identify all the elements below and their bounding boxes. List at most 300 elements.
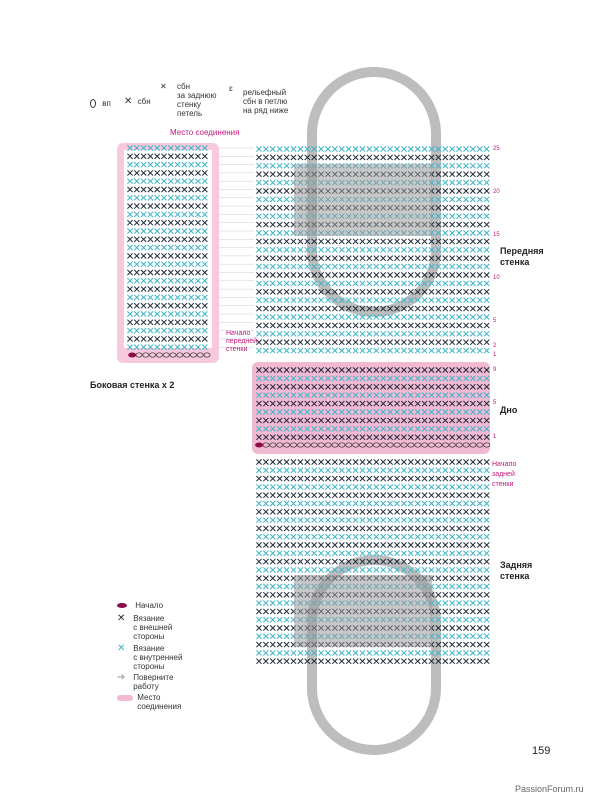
black-stitch (450, 542, 455, 547)
teal-stitch (381, 518, 386, 523)
teal-stitch (374, 331, 379, 336)
black-stitch (325, 559, 330, 564)
black-stitch (484, 323, 489, 328)
teal-stitch (484, 298, 489, 303)
black-stitch (360, 272, 365, 277)
black-stitch (394, 323, 399, 328)
black-stitch (353, 659, 358, 664)
teal-stitch (346, 534, 351, 539)
black-stitch (436, 340, 441, 345)
teal-stitch (457, 601, 462, 606)
teal-stitch (436, 518, 441, 523)
teal-stitch (256, 501, 261, 506)
black-stitch (277, 592, 282, 597)
black-stitch (339, 239, 344, 244)
black-stitch (256, 493, 261, 498)
teal-stitch (436, 314, 441, 319)
teal-stitch (388, 518, 393, 523)
teal-stitch (277, 551, 282, 556)
teal-stitch (463, 518, 468, 523)
teal-stitch (367, 331, 372, 336)
teal-stitch (305, 298, 310, 303)
black-stitch (346, 526, 351, 531)
teal-stitch (367, 551, 372, 556)
black-stitch (388, 493, 393, 498)
teal-stitch (332, 331, 337, 336)
black-stitch (319, 459, 324, 464)
black-stitch (312, 476, 317, 481)
teal-stitch (298, 468, 303, 473)
black-stitch (450, 155, 455, 160)
black-stitch (388, 526, 393, 531)
teal-stitch (484, 551, 489, 556)
black-stitch (312, 559, 317, 564)
black-stitch (436, 272, 441, 277)
back-start-label: Начало задней стенки (492, 461, 517, 488)
black-stitch (436, 323, 441, 328)
teal-stitch (484, 230, 489, 235)
teal-stitch (277, 314, 282, 319)
teal-stitch (470, 518, 475, 523)
black-stitch (284, 239, 289, 244)
black-stitch (477, 559, 482, 564)
black-stitch (443, 222, 448, 227)
black-stitch (477, 609, 482, 614)
black-stitch (422, 256, 427, 261)
teal-stitch (305, 314, 310, 319)
black-stitch (353, 256, 358, 261)
teal-stitch (422, 551, 427, 556)
teal-stitch (263, 180, 268, 185)
teal-stitch (477, 518, 482, 523)
teal-stitch (325, 314, 330, 319)
black-stitch (298, 542, 303, 547)
teal-stitch (325, 567, 330, 572)
teal-stitch (277, 214, 282, 219)
black-stitch (470, 340, 475, 345)
teal-stitch (312, 534, 317, 539)
teal-stitch (353, 518, 358, 523)
teal-stitch (319, 501, 324, 506)
black-stitch (443, 476, 448, 481)
black-stitch (436, 289, 441, 294)
teal-stitch (291, 501, 296, 506)
teal-stitch (443, 314, 448, 319)
teal-stitch (388, 567, 393, 572)
black-stitch (381, 509, 386, 514)
black-stitch (388, 323, 393, 328)
teal-stitch (360, 331, 365, 336)
black-stitch (470, 323, 475, 328)
black-stitch (284, 155, 289, 160)
black-stitch (374, 476, 379, 481)
teal-stitch (477, 501, 482, 506)
black-stitch (470, 493, 475, 498)
black-stitch (477, 509, 482, 514)
black-stitch (463, 509, 468, 514)
black-stitch (443, 272, 448, 277)
teal-stitch (484, 331, 489, 336)
black-stitch (415, 306, 420, 311)
black-stitch (270, 323, 275, 328)
teal-stitch (477, 314, 482, 319)
teal-stitch (401, 348, 406, 353)
black-stitch (284, 542, 289, 547)
teal-stitch (256, 534, 261, 539)
teal-stitch (401, 551, 406, 556)
teal-stitch (270, 484, 275, 489)
black-stitch (319, 340, 324, 345)
teal-stitch (291, 534, 296, 539)
teal-stitch (284, 163, 289, 168)
pink-bar-icon (117, 695, 133, 701)
teal-stitch (360, 247, 365, 252)
teal-stitch (277, 247, 282, 252)
teal-stitch (415, 314, 420, 319)
black-stitch (256, 625, 261, 630)
teal-stitch (332, 518, 337, 523)
teal-stitch (381, 264, 386, 269)
teal-stitch (443, 163, 448, 168)
black-stitch (484, 459, 489, 464)
teal-stitch (263, 518, 268, 523)
teal-stitch (470, 601, 475, 606)
teal-stitch (381, 551, 386, 556)
teal-stitch (277, 501, 282, 506)
teal-stitch (291, 146, 296, 151)
black-stitch (284, 625, 289, 630)
black-stitch (284, 188, 289, 193)
teal-stitch (270, 348, 275, 353)
black-stitch (443, 459, 448, 464)
black-stitch (401, 509, 406, 514)
black-stitch (401, 289, 406, 294)
teal-stitch (408, 348, 413, 353)
black-stitch (277, 526, 282, 531)
black-stitch (388, 272, 393, 277)
black-stitch (367, 340, 372, 345)
teal-stitch (298, 551, 303, 556)
black-stitch (325, 509, 330, 514)
black-stitch (263, 592, 268, 597)
black-stitch (408, 526, 413, 531)
teal-stitch (457, 314, 462, 319)
black-stitch (325, 340, 330, 345)
black-stitch (332, 459, 337, 464)
black-stitch (394, 289, 399, 294)
teal-stitch (312, 331, 317, 336)
teal-stitch (450, 214, 455, 219)
black-stitch (477, 340, 482, 345)
black-stitch (381, 526, 386, 531)
teal-stitch (463, 146, 468, 151)
teal-stitch (415, 331, 420, 336)
teal-stitch (360, 501, 365, 506)
black-stitch (477, 476, 482, 481)
teal-stitch (305, 534, 310, 539)
teal-stitch (256, 146, 261, 151)
teal-stitch (332, 281, 337, 286)
teal-stitch (457, 348, 462, 353)
black-stitch (277, 542, 282, 547)
teal-stitch (291, 468, 296, 473)
teal-stitch (263, 584, 268, 589)
black-stitch (360, 526, 365, 531)
teal-stitch (374, 264, 379, 269)
black-stitch (270, 642, 275, 647)
teal-stitch (319, 247, 324, 252)
black-stitch (457, 323, 462, 328)
black-stitch (277, 272, 282, 277)
teal-stitch (263, 468, 268, 473)
teal-stitch (457, 650, 462, 655)
teal-stitch (332, 247, 337, 252)
black-stitch (381, 239, 386, 244)
legend-sbn-label: сбн (137, 97, 151, 106)
black-stitch (291, 323, 296, 328)
black-stitch (388, 239, 393, 244)
black-stitch (374, 459, 379, 464)
black-stitch (346, 323, 351, 328)
teal-cross-icon: ✕ (117, 643, 126, 654)
black-stitch (277, 340, 282, 345)
black-stitch (470, 526, 475, 531)
teal-stitch (312, 501, 317, 506)
teal-stitch (443, 501, 448, 506)
black-stitch (415, 155, 420, 160)
black-stitch (339, 256, 344, 261)
black-stitch (457, 576, 462, 581)
black-stitch (450, 239, 455, 244)
black-stitch (374, 493, 379, 498)
teal-stitch (263, 146, 268, 151)
teal-stitch (470, 501, 475, 506)
black-stitch (401, 493, 406, 498)
teal-stitch (346, 281, 351, 286)
black-stitch (332, 526, 337, 531)
teal-stitch (346, 551, 351, 556)
teal-stitch (450, 468, 455, 473)
teal-stitch (477, 180, 482, 185)
black-stitch (381, 476, 386, 481)
legend-outer-item: ✕ Вязание с внешней стороны (117, 613, 173, 641)
teal-stitch (450, 163, 455, 168)
teal-stitch (394, 518, 399, 523)
black-stitch (339, 509, 344, 514)
teal-stitch (270, 501, 275, 506)
teal-stitch (484, 146, 489, 151)
teal-stitch (394, 314, 399, 319)
black-stitch (346, 659, 351, 664)
teal-stitch (477, 264, 482, 269)
black-stitch (367, 256, 372, 261)
black-stitch (415, 476, 420, 481)
black-stitch (277, 239, 282, 244)
black-stitch (256, 576, 261, 581)
black-stitch (457, 642, 462, 647)
teal-stitch (277, 617, 282, 622)
teal-stitch (463, 634, 468, 639)
black-stitch (305, 459, 310, 464)
black-stitch (339, 459, 344, 464)
teal-stitch (263, 264, 268, 269)
teal-stitch (484, 180, 489, 185)
teal-stitch (360, 468, 365, 473)
teal-stitch (401, 518, 406, 523)
black-stitch (429, 476, 434, 481)
teal-stitch (394, 146, 399, 151)
black-stitch (429, 559, 434, 564)
black-stitch (484, 172, 489, 177)
black-stitch (367, 272, 372, 277)
black-stitch (422, 340, 427, 345)
teal-stitch (339, 534, 344, 539)
black-stitch (305, 559, 310, 564)
black-stitch (325, 659, 330, 664)
black-stitch (312, 306, 317, 311)
teal-stitch (422, 468, 427, 473)
black-stitch (457, 493, 462, 498)
black-stitch (263, 542, 268, 547)
teal-stitch (388, 247, 393, 252)
black-stitch (443, 509, 448, 514)
black-stitch (443, 155, 448, 160)
black-stitch (332, 340, 337, 345)
black-stitch (381, 542, 386, 547)
black-stitch (450, 509, 455, 514)
front-start-label: Начало передней стенки (226, 330, 258, 353)
black-stitch (470, 476, 475, 481)
teal-stitch (477, 230, 482, 235)
teal-stitch (263, 601, 268, 606)
black-stitch (291, 256, 296, 261)
black-stitch (477, 542, 482, 547)
black-stitch (360, 659, 365, 664)
black-stitch (256, 239, 261, 244)
black-stitch (360, 323, 365, 328)
black-stitch (388, 459, 393, 464)
teal-stitch (477, 534, 482, 539)
teal-stitch (443, 468, 448, 473)
black-stitch (484, 222, 489, 227)
teal-stitch (422, 314, 427, 319)
teal-stitch (470, 146, 475, 151)
black-stitch (484, 625, 489, 630)
black-stitch (263, 625, 268, 630)
teal-stitch (263, 617, 268, 622)
black-stitch (450, 576, 455, 581)
black-stitch (422, 239, 427, 244)
black-stitch (346, 155, 351, 160)
black-stitch (319, 323, 324, 328)
teal-stitch (470, 197, 475, 202)
black-stitch (470, 222, 475, 227)
black-stitch (346, 493, 351, 498)
teal-stitch (401, 146, 406, 151)
black-stitch (408, 306, 413, 311)
teal-stitch (346, 331, 351, 336)
teal-stitch (277, 584, 282, 589)
teal-stitch (401, 468, 406, 473)
teal-stitch (457, 518, 462, 523)
black-stitch (263, 323, 268, 328)
teal-stitch (463, 197, 468, 202)
black-stitch (325, 256, 330, 261)
black-stitch (339, 493, 344, 498)
teal-stitch (484, 484, 489, 489)
teal-stitch (346, 501, 351, 506)
black-stitch (463, 222, 468, 227)
black-stitch (291, 272, 296, 277)
teal-stitch (450, 180, 455, 185)
teal-stitch (360, 484, 365, 489)
black-stitch (256, 289, 261, 294)
teal-stitch (470, 214, 475, 219)
black-stitch (284, 659, 289, 664)
teal-stitch (401, 534, 406, 539)
teal-stitch (298, 501, 303, 506)
black-stitch (422, 509, 427, 514)
teal-stitch (401, 650, 406, 655)
teal-stitch (291, 551, 296, 556)
black-stitch (263, 642, 268, 647)
black-stitch (291, 659, 296, 664)
black-stitch (263, 188, 268, 193)
black-stitch (353, 459, 358, 464)
teal-stitch (270, 264, 275, 269)
black-stitch (477, 155, 482, 160)
black-stitch (360, 459, 365, 464)
teal-stitch (477, 650, 482, 655)
top-handle-attach (294, 164, 432, 236)
teal-stitch (256, 281, 261, 286)
teal-stitch (401, 314, 406, 319)
teal-stitch (346, 348, 351, 353)
legend-inner-item: ✕ Вязание с внутренней стороны (117, 643, 183, 671)
black-stitch (256, 340, 261, 345)
black-stitch (319, 256, 324, 261)
teal-stitch (305, 331, 310, 336)
black-stitch (284, 172, 289, 177)
teal-stitch (457, 617, 462, 622)
black-stitch (381, 256, 386, 261)
teal-stitch (367, 348, 372, 353)
black-stitch (256, 559, 261, 564)
black-stitch (346, 272, 351, 277)
teal-stitch (284, 584, 289, 589)
black-stitch (312, 526, 317, 531)
black-stitch (277, 609, 282, 614)
black-stitch (319, 542, 324, 547)
black-stitch (470, 559, 475, 564)
teal-stitch (270, 281, 275, 286)
teal-stitch (381, 146, 386, 151)
teal-stitch (360, 281, 365, 286)
teal-stitch (457, 146, 462, 151)
black-stitch (305, 476, 310, 481)
teal-stitch (436, 331, 441, 336)
teal-stitch (450, 567, 455, 572)
black-stitch (436, 459, 441, 464)
teal-stitch (422, 501, 427, 506)
teal-stitch (388, 484, 393, 489)
teal-stitch (353, 348, 358, 353)
black-stitch (298, 340, 303, 345)
teal-stitch (477, 601, 482, 606)
black-stitch (305, 323, 310, 328)
black-stitch (463, 526, 468, 531)
teal-stitch (463, 180, 468, 185)
